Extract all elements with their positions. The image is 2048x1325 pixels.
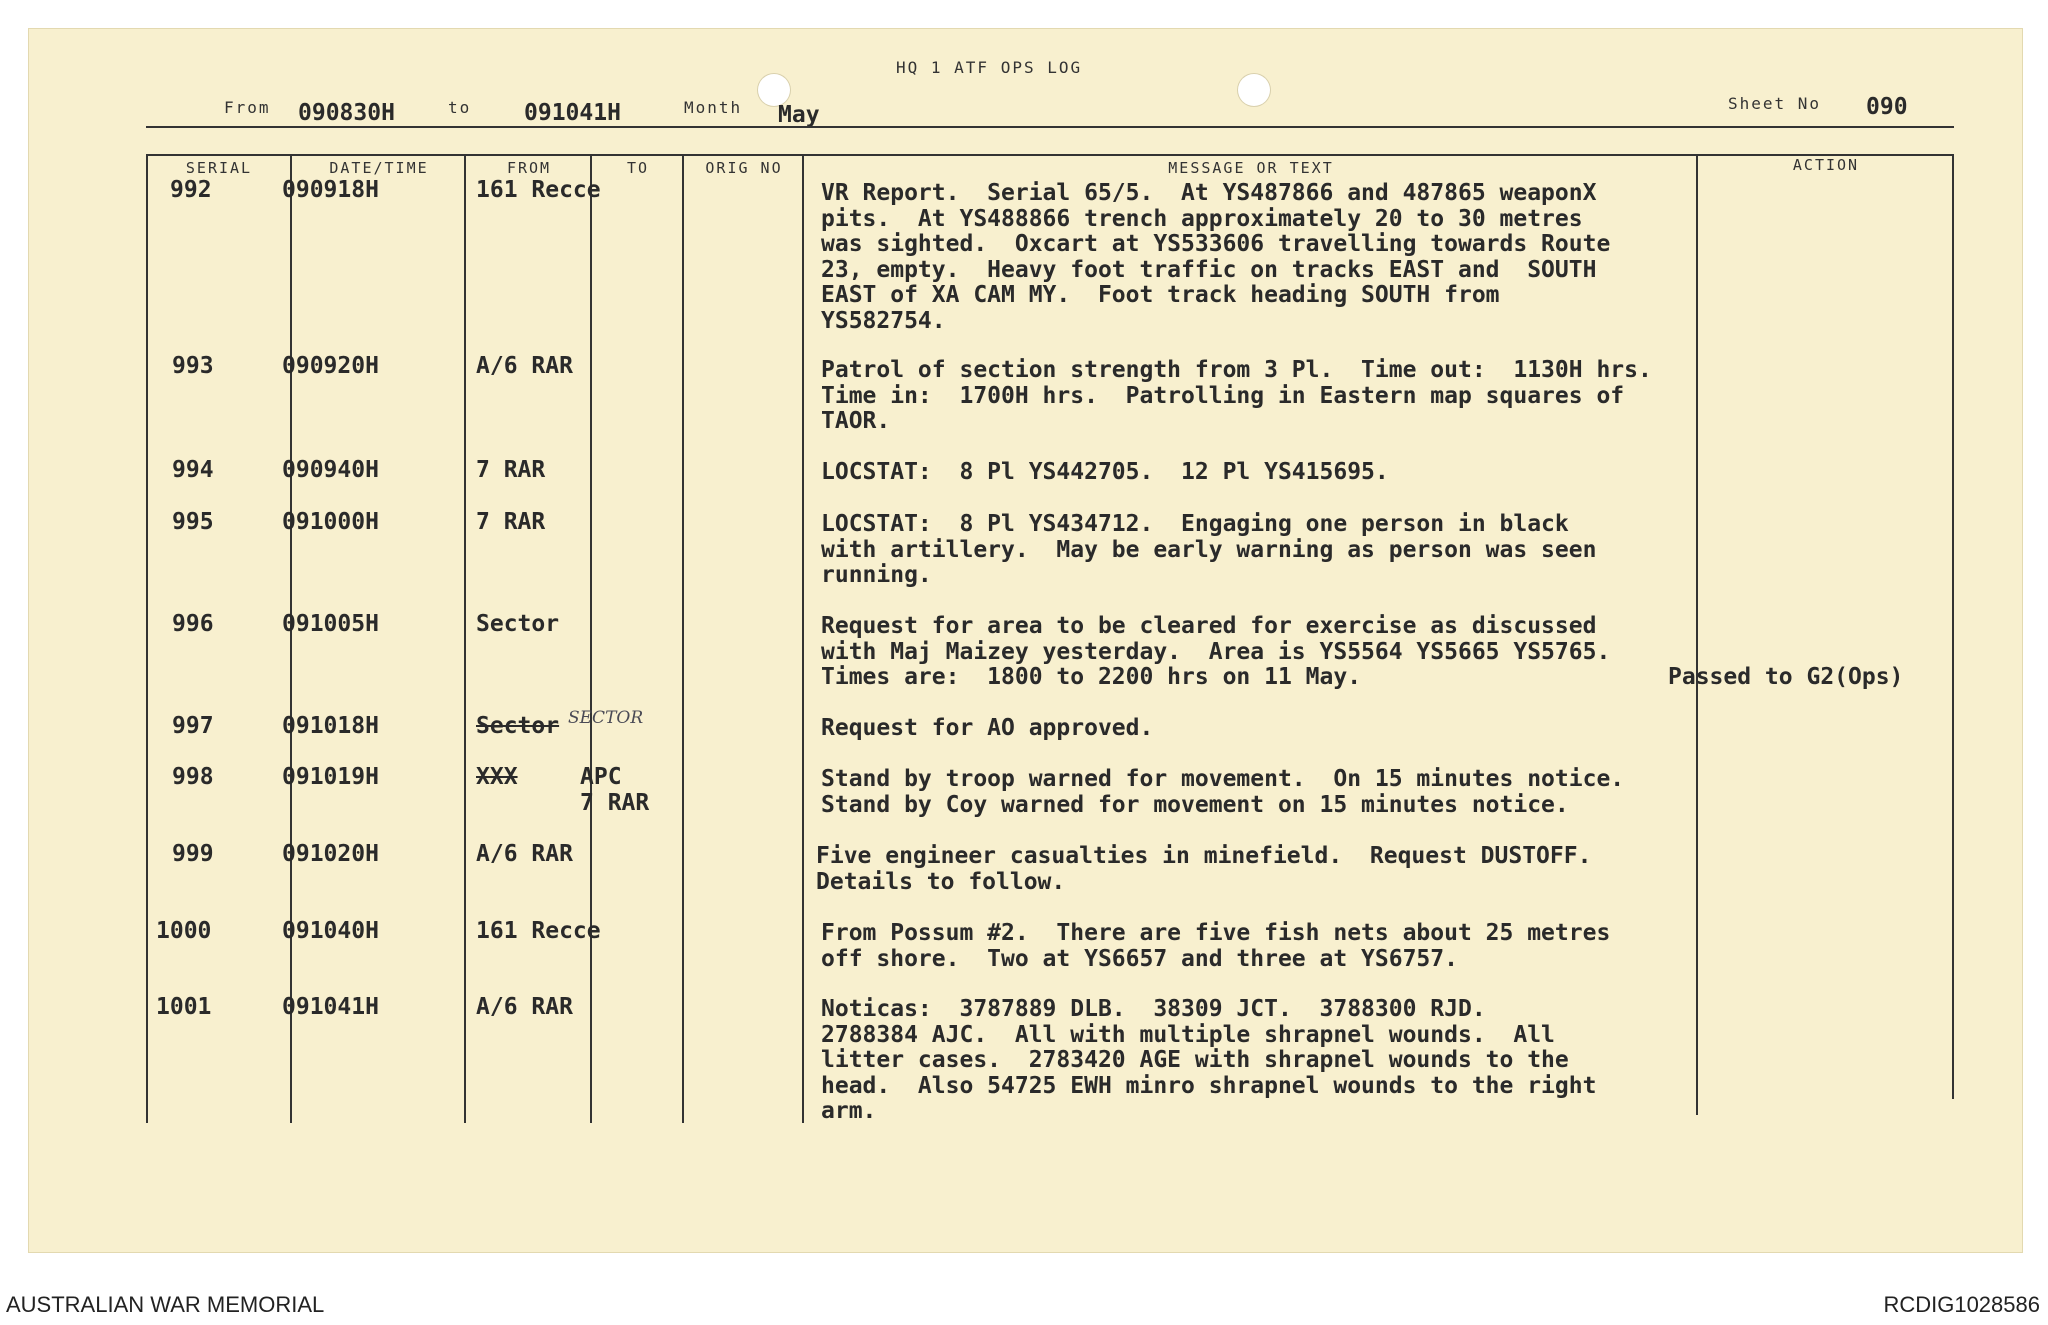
- header-top-rule: [146, 126, 1954, 128]
- column-divider: [590, 155, 592, 1123]
- col-header-from: FROM: [506, 159, 552, 177]
- column-divider: [802, 155, 804, 1123]
- log-title: HQ 1 ATF OPS LOG: [896, 58, 1083, 77]
- archive-credit: AUSTRALIAN WAR MEMORIAL: [6, 1292, 325, 1317]
- from-cell: A/6 RAR: [476, 841, 573, 867]
- column-divider: [146, 155, 148, 1123]
- from-cell: A/6 RAR: [476, 994, 573, 1020]
- message-cell: From Possum #2. There are five fish nets about 25 metres off shore. Two at YS6657 and three at YS6757.: [821, 920, 1611, 972]
- from-cell: 161 Recce: [476, 177, 601, 203]
- serial-cell: 1000: [156, 918, 212, 944]
- col-header-to: TO: [626, 159, 650, 177]
- datetime-cell: 090920H: [282, 353, 379, 379]
- from-cell-struck: XXX: [476, 764, 518, 790]
- column-divider: [1696, 155, 1698, 1115]
- punch-hole: [1238, 74, 1270, 106]
- message-cell: Request for AO approved.: [821, 715, 1154, 741]
- col-header-serial: SERIAL: [185, 159, 253, 177]
- handwritten-sector: SECTOR: [568, 708, 644, 728]
- sheet-label: Sheet No: [1728, 94, 1822, 113]
- from-cell: A/6 RAR: [476, 353, 573, 379]
- column-divider: [464, 155, 466, 1123]
- message-cell: LOCSTAT: 8 Pl YS434712. Engaging one person in black with artillery. May be early warning as person was seen running.: [821, 511, 1597, 588]
- to-value: 091041H: [524, 100, 621, 126]
- serial-cell: 995: [172, 509, 214, 535]
- serial-cell: 1001: [156, 994, 212, 1020]
- serial-cell: 998: [172, 764, 214, 790]
- serial-cell: 997: [172, 713, 214, 739]
- to-label: to: [448, 98, 472, 117]
- header-bottom-rule: [146, 154, 1954, 156]
- from-label: From: [224, 98, 271, 117]
- month-value: May: [778, 102, 820, 128]
- message-cell: VR Report. Serial 65/5. At YS487866 and 487865 weaponX pits. At YS488866 trench approximately 20 to 30 metres was sighted. Oxcart at YS533606 travelling towards Route 23, empty. Heavy foot traffic on tracks EAST and SOUTH EAST of XA CAM MY. Foot track heading SOUTH from YS582754.: [821, 180, 1611, 334]
- column-divider: [1952, 155, 1954, 1099]
- message-cell: Five engineer casualties in minefield. Request DUSTOFF. Details to follow.: [816, 843, 1592, 895]
- datetime-cell: 091018H: [282, 713, 379, 739]
- message-cell: Request for area to be cleared for exercise as discussed with Maj Maizey yesterday. Area is YS5564 YS5665 YS5765. Times are: 1800 to 2200 hrs on 11 May.: [821, 613, 1611, 690]
- message-cell: Patrol of section strength from 3 Pl. Time out: 1130H hrs. Time in: 1700H hrs. Patrolling in Eastern map squares of TAOR.: [821, 357, 1652, 434]
- datetime-cell: 091019H: [282, 764, 379, 790]
- datetime-cell: 090918H: [282, 177, 379, 203]
- col-header-action: ACTION: [1792, 156, 1860, 174]
- message-cell: Stand by troop warned for movement. On 15 minutes notice. Stand by Coy warned for movement on 15 minutes notice.: [821, 766, 1625, 818]
- serial-cell: 992: [170, 177, 212, 203]
- datetime-cell: 091020H: [282, 841, 379, 867]
- col-header-message: MESSAGE OR TEXT: [1168, 159, 1334, 177]
- serial-cell: 996: [172, 611, 214, 637]
- log-sheet: [28, 28, 2023, 1253]
- column-divider: [682, 155, 684, 1123]
- to-cell: APC 7 RAR: [580, 764, 650, 816]
- column-divider: [290, 155, 292, 1123]
- action-cell: Passed to G2(Ops): [1668, 664, 1904, 690]
- datetime-cell: 091041H: [282, 994, 379, 1020]
- archive-id: RCDIG1028586: [1883, 1292, 2040, 1317]
- col-header-orig-no: ORIG NO: [705, 159, 783, 177]
- datetime-cell: 090940H: [282, 457, 379, 483]
- from-cell: Sector: [476, 611, 560, 637]
- serial-cell: 994: [172, 457, 214, 483]
- from-cell: 7 RAR: [476, 509, 546, 535]
- message-cell: Noticas: 3787889 DLB. 38309 JCT. 3788300 RJD. 2788384 AJC. All with multiple shrapnel wounds. All litter cases. 2783420 AGE with shrapnel wounds to the head. Also 54725 EWH minro shrapnel wounds to the right arm.: [821, 996, 1597, 1124]
- serial-cell: 999: [172, 841, 214, 867]
- from-value: 090830H: [298, 100, 395, 126]
- from-cell: 7 RAR: [476, 457, 546, 483]
- col-header-datetime: DATE/TIME: [329, 159, 429, 177]
- sheet-number: 090: [1866, 94, 1908, 120]
- datetime-cell: 091040H: [282, 918, 379, 944]
- datetime-cell: 091000H: [282, 509, 379, 535]
- serial-cell: 993: [172, 353, 214, 379]
- message-cell: LOCSTAT: 8 Pl YS442705. 12 Pl YS415695.: [821, 459, 1389, 485]
- month-label: Month: [684, 98, 743, 117]
- from-cell: 161 Recce: [476, 918, 601, 944]
- datetime-cell: 091005H: [282, 611, 379, 637]
- from-cell-struck: Sector: [476, 713, 560, 739]
